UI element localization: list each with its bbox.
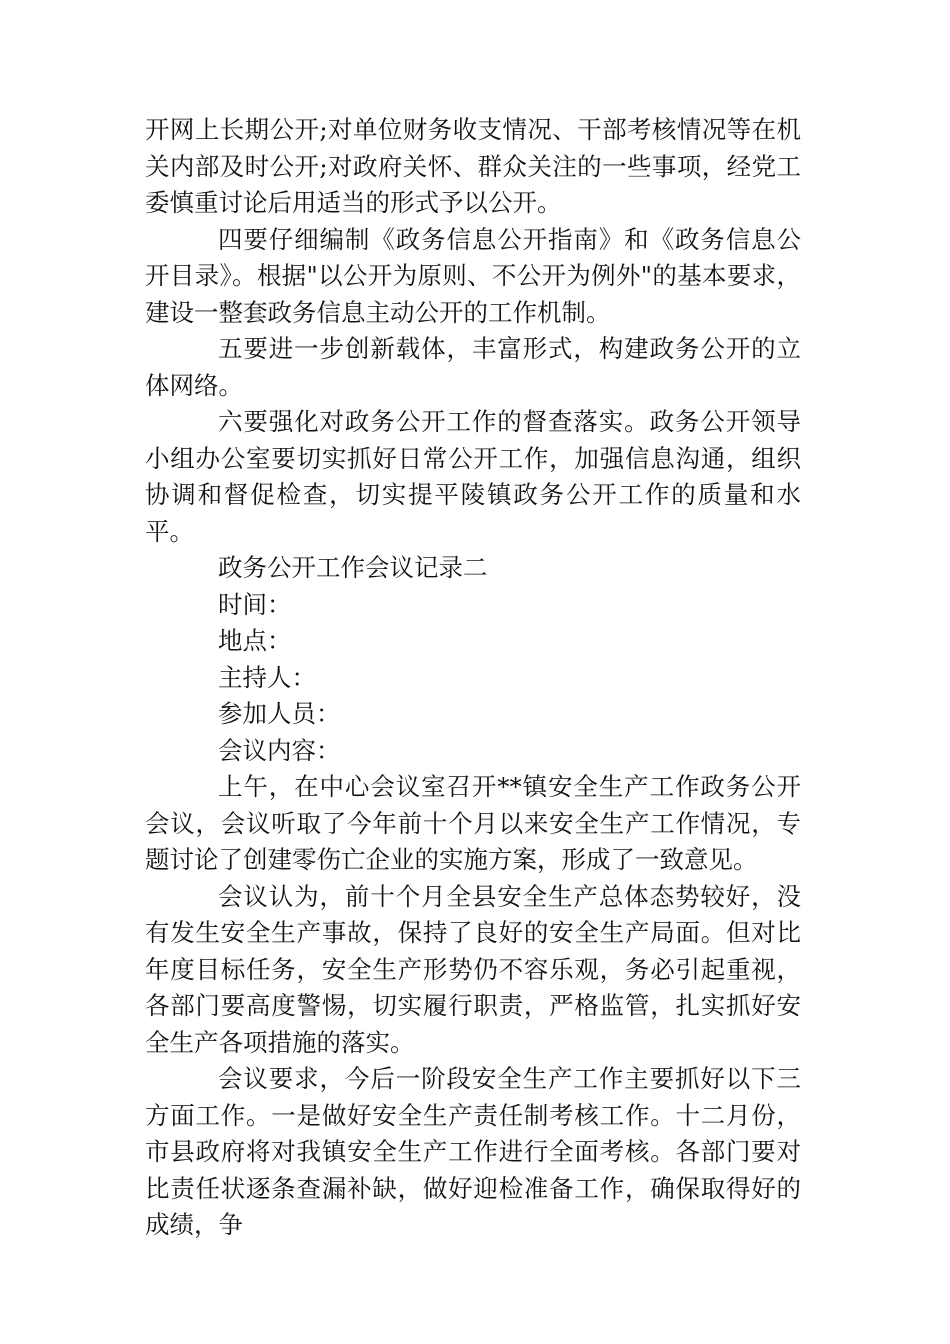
paragraph-4: 六要强化对政务公开工作的督查落实。政务公开领导小组办公室要切实抓好日常公开工作，加强信息沟通，组织协调和督促检查，切实提平陵镇政务公开工作的质量和水平。 xyxy=(145,407,801,546)
field-time: 时间： xyxy=(218,589,292,619)
paragraph-5: 上午，在中心会议室召开**镇安全生产工作政务公开会议，会议听取了今年前十个月以来安全生产工作情况，专题讨论了创建零伤亡企业的实施方案，形成了一致意见。 xyxy=(145,772,801,874)
field-content: 会议内容： xyxy=(218,735,341,765)
paragraph-1: 开网上长期公开;对单位财务收支情况、干部考核情况等在机关内部及时公开;对政府关怀、群众关注的一些事项，经党工委慎重讨论后用适当的形式予以公开。 xyxy=(145,115,801,217)
paragraph-2: 四要仔细编制《政务信息公开指南》和《政务信息公开目录》。根据"以公开为原则、不公开为例外"的基本要求，建设一整套政务信息主动公开的工作机制。 xyxy=(145,224,801,327)
field-host: 主持人： xyxy=(218,662,316,692)
paragraph-7: 会议要求，今后一阶段安全生产工作主要抓好以下三方面工作。一是做好安全生产责任制考核工作。十二月份，市县政府将对我镇安全生产工作进行全面考核。各部门要对比责任状逐条查漏补缺，做好迎检准备工作，确保取得好的成绩，争 xyxy=(145,1064,801,1239)
field-attendees: 参加人员： xyxy=(218,699,341,728)
paragraph-3: 五要进一步创新载体，丰富形式，构建政务公开的立体网络。 xyxy=(145,334,801,400)
paragraph-6: 会议认为，前十个月全县安全生产总体态势较好，没有发生安全生产事故，保持了良好的安全生产局面。但对比年度目标任务，安全生产形势仍不容乐观，务必引起重视，各部门要高度警惕，切实履行职责，严格监管，扎实抓好安全生产各项措施的落实。 xyxy=(145,881,801,1057)
document-page xyxy=(145,112,801,1244)
section-title: 政务公开工作会议记录二 xyxy=(218,553,488,582)
field-location: 地点： xyxy=(218,626,292,655)
